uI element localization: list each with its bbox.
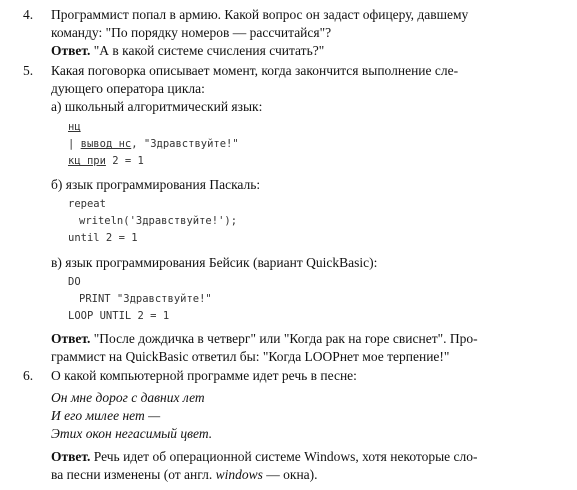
answer-text: ва песни изменены (от англ. bbox=[51, 467, 216, 482]
question-4-answer bbox=[51, 42, 324, 60]
code-a-line-1 bbox=[68, 120, 81, 134]
question-5-answer-line-1 bbox=[51, 330, 478, 348]
question-5-number: 5. bbox=[23, 63, 34, 78]
answer-label: Ответ. bbox=[51, 449, 91, 464]
question-6-number: 6. bbox=[23, 368, 34, 383]
question-4-number: 4. bbox=[23, 7, 34, 22]
code-a-line-2 bbox=[68, 137, 239, 151]
question-6-line-1: О какой компьютерной программе идет речь в песне: bbox=[51, 368, 357, 383]
subitem-b-text: язык программирования Паскаль: bbox=[65, 177, 261, 192]
question-6-answer-line-1 bbox=[51, 448, 478, 466]
poem-line-1: Он мне дорог с давних лет bbox=[51, 390, 205, 405]
question-6-answer-line-2 bbox=[51, 466, 318, 484]
code-b-line-3: until 2 = 1 bbox=[68, 232, 138, 244]
answer-text: "После дождичка в четверг" или "Когда рак на горе свиснет". Про- bbox=[90, 331, 478, 346]
answer-label: Ответ. bbox=[51, 43, 91, 58]
subitem-a-label: а) bbox=[51, 99, 62, 114]
subitem-c-label: в) bbox=[51, 255, 62, 270]
subitem-b-label: б) bbox=[51, 177, 63, 192]
answer-text: "А в какой системе счисления считать?" bbox=[90, 43, 325, 58]
answer-emphasis: windows bbox=[215, 467, 263, 482]
code-c-line-1: DO bbox=[68, 276, 81, 288]
question-4-line-1: Программист попал в армию. Какой вопрос он задаст офицеру, давшему bbox=[51, 7, 469, 22]
question-5-line-1: Какая поговорка описывает момент, когда закончится выполнение сле- bbox=[51, 63, 459, 78]
subitem-a-text: школьный алгоритмический язык: bbox=[64, 99, 263, 114]
poem-line-2: И его милее нет — bbox=[51, 408, 161, 423]
code-c-line-3: LOOP UNTIL 2 = 1 bbox=[68, 310, 170, 322]
question-5-answer-line-2: граммист на QuickBasic ответил бы: "Когда LOOPнет мое терпение!" bbox=[51, 349, 450, 364]
code-b-line-2: writeln('Здравствуйте!'); bbox=[79, 215, 238, 227]
code-b-line-1: repeat bbox=[68, 198, 106, 210]
poem-line-3: Этих окон негасимый цвет. bbox=[51, 426, 213, 441]
subitem-b bbox=[51, 176, 260, 194]
subitem-c-text: язык программирования Бейсик (вариант QuickBasic): bbox=[65, 255, 378, 270]
code-keyword: нц bbox=[68, 121, 81, 133]
answer-text: — окна). bbox=[262, 467, 318, 482]
code-c-line-2: PRINT "Здравствуйте!" bbox=[79, 293, 212, 305]
answer-label: Ответ. bbox=[51, 331, 91, 346]
code-text: , "Здравствуйте!" bbox=[131, 138, 239, 150]
code-keyword: кц при bbox=[68, 155, 106, 167]
question-4-line-2: команду: "По порядку номеров — рассчитайся"? bbox=[51, 25, 332, 40]
code-a-line-3 bbox=[68, 154, 144, 168]
question-5-line-2: дующего оператора цикла: bbox=[51, 81, 205, 96]
answer-text: Речь идет об операционной системе Windows, хотя некоторые сло- bbox=[90, 449, 478, 464]
code-keyword: вывод нс bbox=[80, 138, 132, 150]
code-text: 2 = 1 bbox=[105, 155, 144, 167]
subitem-a bbox=[51, 98, 262, 116]
code-bar: | bbox=[68, 138, 75, 150]
subitem-c bbox=[51, 254, 377, 272]
